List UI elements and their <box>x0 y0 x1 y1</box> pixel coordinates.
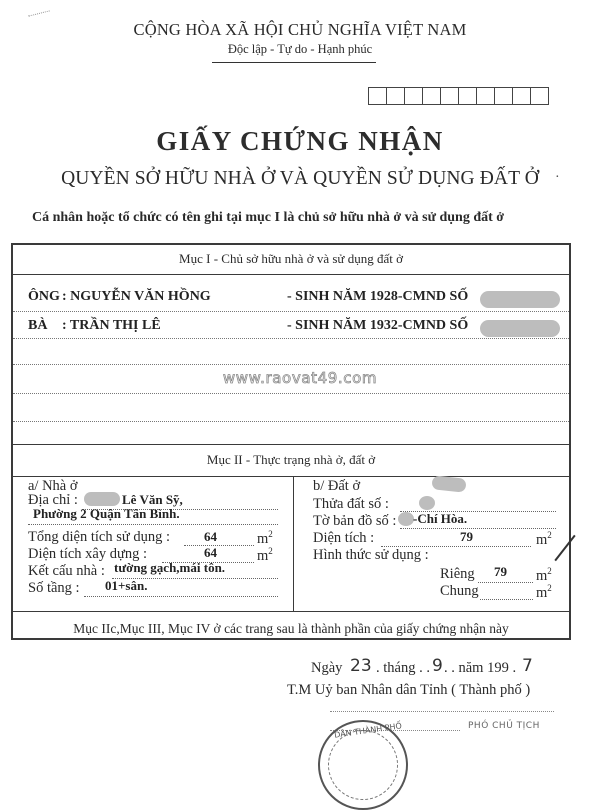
watermark: www.raovat49.com <box>222 369 378 387</box>
floors-label: Số tầng : <box>28 580 80 596</box>
section2-title: Mục II - Thực trạng nhà ở, đất ở <box>206 452 376 467</box>
private-area-value: 79 <box>494 564 507 579</box>
map-sheet-value: -Chí Hòa. <box>413 511 468 526</box>
house-address-line1: Lê Văn Sỹ, <box>122 492 183 507</box>
private-area-unit <box>536 566 552 585</box>
land-area-value: 79 <box>460 529 473 544</box>
owner-1-birth: - SINH NĂM 1928-CMND SỐ <box>287 289 469 304</box>
dotted-rule <box>13 421 569 422</box>
serial-box <box>440 87 459 105</box>
certificate-title: GIẤY CHỨNG NHẬN <box>156 126 444 156</box>
unit-text: m <box>536 584 548 601</box>
date-month: 9 <box>432 656 443 676</box>
serial-box <box>386 87 405 105</box>
date-day: 23 <box>350 656 372 676</box>
unit-text: m <box>536 531 548 548</box>
date-prefix: Ngày <box>311 660 343 676</box>
map-sheet-label: Tờ bản đồ số : <box>313 513 397 529</box>
dotted-rule <box>478 582 533 583</box>
total-area-label: Tổng diện tích sử dụng : <box>28 529 170 545</box>
built-area-label: Diện tích xây dựng : <box>28 546 148 562</box>
dotted-rule <box>184 545 254 546</box>
signature-dotted-line <box>330 711 554 712</box>
serial-box <box>476 87 495 105</box>
dotted-rule <box>13 393 569 394</box>
house-heading: a/ Nhà ở <box>28 478 78 494</box>
certificate-intro: Cá nhân hoặc tổ chức có tên ghi tại mục I là chủ sở hữu nhà ở và sử dụng đất ở <box>32 210 505 225</box>
structure-value: tường gạch,mái tôn. <box>114 560 226 575</box>
total-area-value: 64 <box>204 529 217 544</box>
owner-2-birth: - SINH NĂM 1932-CMND SỐ <box>287 318 469 333</box>
parcel-number-redacted <box>419 496 435 510</box>
serial-box <box>458 87 477 105</box>
serial-box <box>512 87 531 105</box>
built-area-unit <box>257 546 273 565</box>
unit-text: m <box>257 547 269 564</box>
owner-2-name: : TRẦN THỊ LÊ <box>62 318 161 333</box>
nation-heading: CỘNG HÒA XÃ HỘI CHỦ NGHĨA VIỆT NAM <box>133 20 467 39</box>
dotted-rule <box>400 528 556 529</box>
dotted-rule <box>84 596 278 597</box>
date-year-label: . . năm 199 . <box>444 660 517 676</box>
house-address-line2: Phường 2 Quận Tân Bình. <box>33 506 180 521</box>
date-year-digit: 7 <box>522 656 533 676</box>
unit-text: m <box>257 530 269 547</box>
motto-underline <box>212 62 376 63</box>
house-number-redacted <box>84 492 120 506</box>
owner-1-prefix: ÔNG <box>28 289 60 304</box>
section1-header-divider <box>11 274 571 275</box>
land-area-label: Diện tích : <box>313 530 375 546</box>
shared-label: Chung <box>440 583 479 599</box>
unit-text: m <box>536 567 548 584</box>
serial-box <box>494 87 513 105</box>
parcel-label: Thửa đất số : <box>313 496 389 512</box>
scan-speck <box>28 10 50 16</box>
serial-number-boxes <box>369 87 549 105</box>
unit-exponent: 2 <box>268 529 273 539</box>
private-label: Riêng <box>440 566 475 582</box>
owner-2-id-redacted <box>480 320 560 337</box>
total-area-unit <box>257 529 273 548</box>
serial-box <box>422 87 441 105</box>
serial-box <box>368 87 387 105</box>
dotted-rule <box>13 311 569 312</box>
unit-exponent: 2 <box>547 566 552 576</box>
signatory-title: PHÓ CHỦ TỊCH <box>468 721 540 731</box>
unit-exponent: 2 <box>547 530 552 540</box>
land-area-unit <box>536 530 552 549</box>
owner-1-id-redacted <box>480 291 560 308</box>
shared-area-unit <box>536 583 552 602</box>
dotted-rule <box>13 338 569 339</box>
owner-1-name: : NGUYỄN VĂN HỒNG <box>62 289 211 304</box>
footer-divider <box>11 611 571 612</box>
official-seal-text: DÂN THÀNH PHỐ <box>333 721 403 740</box>
footer-note: Mục IIc,Mục III, Mục IV ở các trang sau là thành phần của giấy chứng nhận này <box>73 621 509 636</box>
dotted-rule <box>480 599 533 600</box>
section2-column-divider <box>293 476 294 611</box>
committee-text: T.M Uỷ ban Nhân dân Tỉnh ( Thành phố ) <box>287 682 531 698</box>
map-sheet-redacted <box>398 512 414 526</box>
land-heading: b/ Đất ở <box>313 478 361 494</box>
section2-header-divider <box>11 476 571 477</box>
certificate-subtitle: QUYỀN SỞ HỮU NHÀ Ở VÀ QUYỀN SỬ DỤNG ĐẤT Ở <box>61 168 539 189</box>
owner-2-prefix: BÀ <box>28 318 48 333</box>
date-month-label: . tháng . . <box>376 660 430 676</box>
serial-box <box>530 87 549 105</box>
unit-exponent: 2 <box>547 583 552 593</box>
serial-box <box>404 87 423 105</box>
built-area-value: 64 <box>204 545 217 560</box>
dotted-rule <box>13 364 569 365</box>
scan-dot: · <box>555 170 560 185</box>
structure-label: Kết cấu nhà : <box>28 563 105 579</box>
official-seal-inner-ring <box>328 730 398 800</box>
section1-title: Mục I - Chủ sở hữu nhà ở và sử dụng đất ở <box>179 251 403 266</box>
house-address-label: Địa chỉ : <box>28 492 78 508</box>
section2-top-divider <box>11 444 571 445</box>
dotted-rule <box>28 524 278 525</box>
unit-exponent: 2 <box>268 546 273 556</box>
floors-value: 01+sân. <box>105 578 148 593</box>
national-motto: Độc lập - Tự do - Hạnh phúc <box>227 42 373 56</box>
usage-label: Hình thức sử dụng : <box>313 547 429 563</box>
